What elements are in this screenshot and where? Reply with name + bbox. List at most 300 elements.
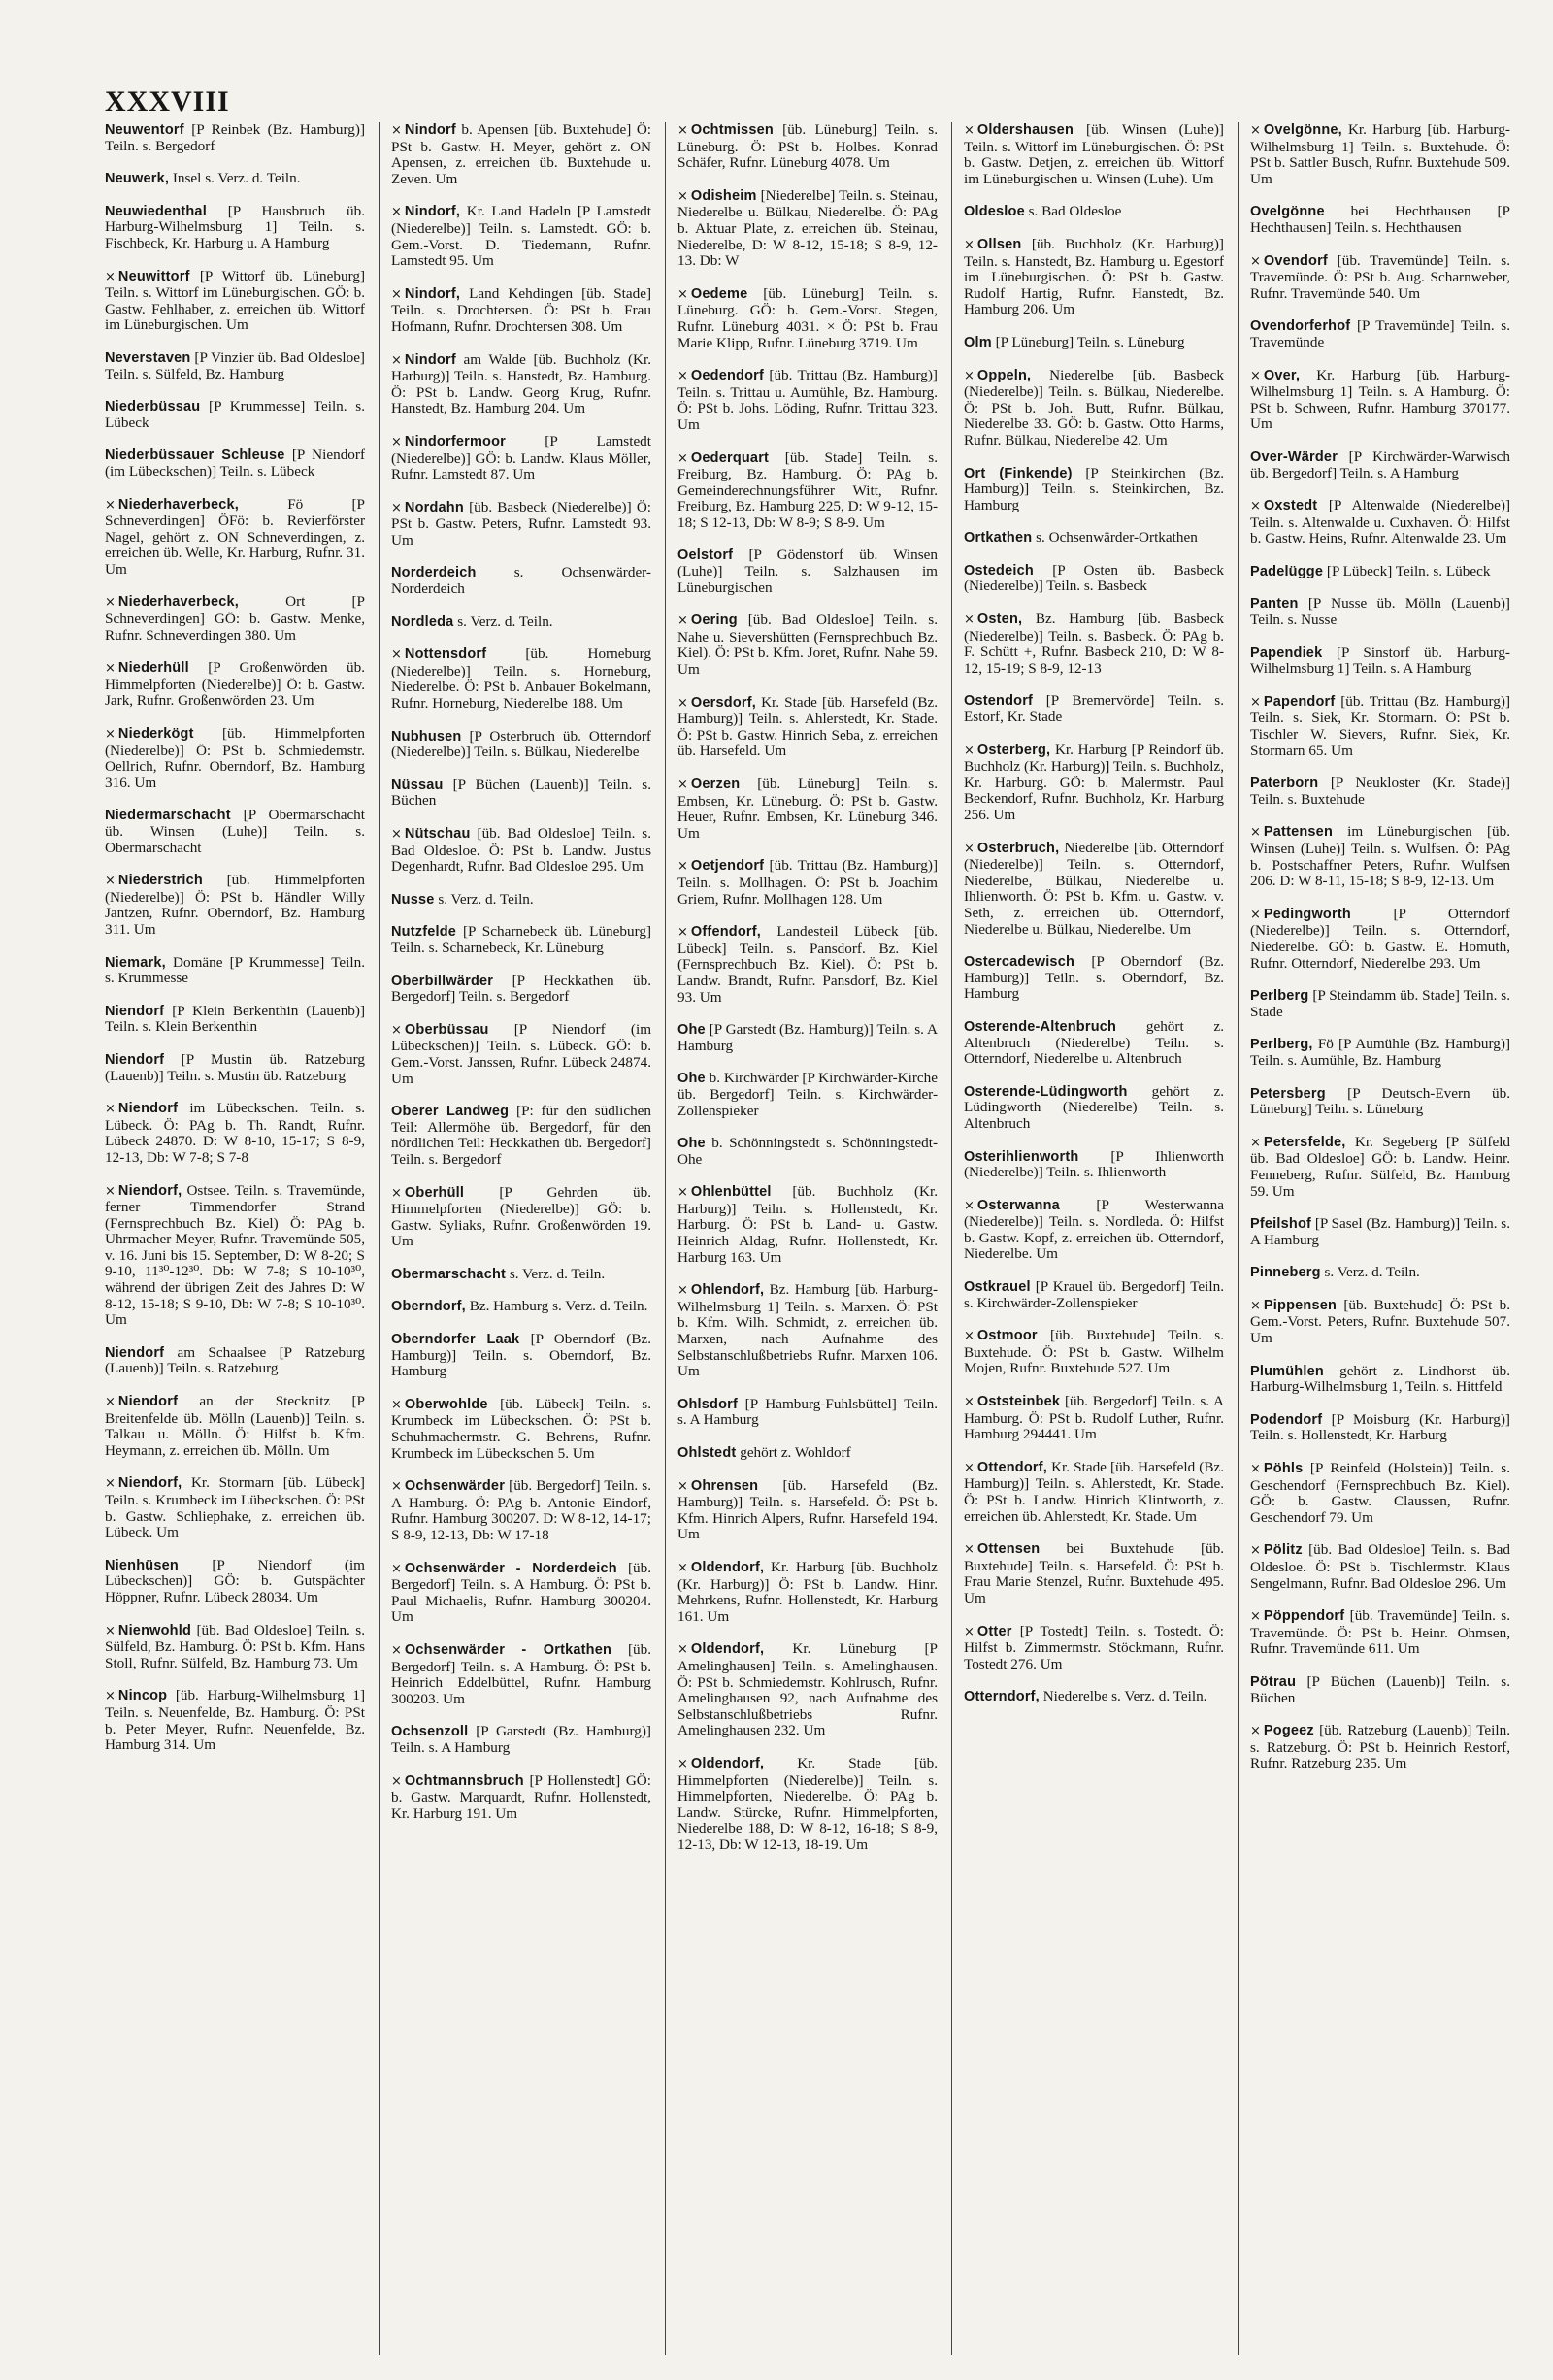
directory-entry xyxy=(391,1478,651,1543)
entry-text: an der Stecknitz [P Breitenfelde üb. Mölln (Lauenb)] Teiln. s. Talkau u. Mölln. Ö: Hilfst b. Kfm. Heymann, z. erreichen üb. Mölln. Um xyxy=(105,1393,365,1459)
post-office-mark: × xyxy=(391,123,402,138)
place-name: Neuwittorf xyxy=(117,268,190,284)
entry-text: Kr. Harburg [üb. Buchholz (Kr. Harburg)] Ö: PSt b. Landw. Hinr. Mehrkens, Rufnr. Hollenstedt, Kr. Harburg 161. Um xyxy=(677,1558,938,1625)
entry-text: gehört z. Lüdingworth (Niederelbe) Teiln. s. Altenbruch xyxy=(964,1082,1224,1132)
entry-text: am Schaalsee [P Ratzeburg (Lauenb)] Teiln. s. Ratzeburg xyxy=(105,1343,365,1377)
entry-text: b. Kirchwärder [P Kirchwärder-Kirche üb. Bergedorf] Teiln. s. Kirchwärder-Zollenspieker xyxy=(677,1070,938,1119)
entry-text: gehört z. Altenbruch (Niederelbe) Teiln. s. Otterndorf, Niederelbe u. Altenbruch xyxy=(964,1017,1224,1068)
post-office-mark: × xyxy=(964,368,975,383)
place-name: Neuwiedenthal xyxy=(105,203,207,219)
post-office-mark: × xyxy=(677,1283,688,1299)
place-name: Odisheim xyxy=(690,187,757,204)
directory-entry xyxy=(1250,1542,1510,1592)
post-office-mark: × xyxy=(964,612,975,628)
entry-text: [üb. Buxtehude] Teiln. s. Buxtehude. Ö: PSt b. Gastw. Wilhelm Mojen, Rufnr. Buxtehude 527. Um xyxy=(964,1327,1224,1377)
directory-entry xyxy=(964,1279,1224,1311)
directory-entry xyxy=(391,1332,651,1380)
place-name: Osterbruch, xyxy=(976,840,1060,856)
place-name: Ochtmissen xyxy=(690,122,774,138)
place-name: Niendorf xyxy=(117,1394,179,1410)
directory-entry xyxy=(964,1541,1224,1606)
directory-entry xyxy=(1250,1265,1510,1281)
directory-entry xyxy=(105,204,365,252)
entry-text: [P Niendorf (im Lübeckschen)] Teiln. s. Lübeck. GÖ: b. Gem.-Vorst. Janssen, Rufnr. Lübeck 24874. Um xyxy=(391,1020,651,1087)
entry-text: [P Lübeck] Teiln. s. Lübeck xyxy=(1326,562,1491,579)
post-office-mark: × xyxy=(677,450,688,466)
place-name: Oberbillwärder xyxy=(391,973,494,989)
directory-entry xyxy=(677,1756,938,1854)
entry-text: Kr. Harburg [P Reindorf üb. Buchholz (Kr. Harburg)] Teiln. s. Buchholz, Kr. Harburg. GÖ: b. Malermstr. Paul Beckendorf, Rufnr. Buchholz, Kr. Harburg 256. Um xyxy=(964,741,1224,823)
entry-text: [P Deutsch-Evern üb. Lüneburg] Teiln. s. Lüneburg xyxy=(1250,1084,1510,1118)
place-name: Over-Wärder xyxy=(1250,448,1338,465)
directory-entry xyxy=(964,841,1224,939)
directory-entry xyxy=(1250,824,1510,889)
entry-text: [üb. Travemünde] Teiln. s. Travemünde. Ö: PSt b. Aug. Scharnweber, Rufnr. Travemünde 540. Um xyxy=(1250,251,1510,302)
entry-text: [P Ihlienworth (Niederelbe)] Teiln. s. Ihlienworth xyxy=(964,1147,1224,1181)
entry-text: [üb. Himmelpforten (Niederelbe)] Ö: PSt b. Händler Willy Jantzen, Rufnr. Oberndorf, Bz. Hamburg 311. Um xyxy=(105,872,365,938)
place-name: Ostkrauel xyxy=(964,1279,1031,1296)
post-office-mark: × xyxy=(105,1689,116,1704)
directory-entry xyxy=(391,204,651,269)
entry-text: [üb. Buchholz (Kr. Harburg)] Teiln. s. Hanstedt, Bz. Hamburg u. Egestorf im Lüneburgischen. Ö: PSt b. Gastw. Rudolf Hartig, Rufnr. Hanstedt, Bz. Hamburg 206. Um xyxy=(964,235,1224,318)
place-name: Oppeln, xyxy=(976,367,1032,383)
directory-entry xyxy=(677,858,938,908)
directory-entry xyxy=(391,892,651,909)
place-name: Panten xyxy=(1250,596,1299,612)
place-name: Ovelgönne xyxy=(1250,204,1325,220)
entry-text: Kr. Stormarn [üb. Lübeck] Teiln. s. Krumbeck im Lübeckschen. Ö: PSt b. Gastw. Schliephake, z. erreichen üb. Lübeck. Um xyxy=(105,1474,365,1541)
directory-entry xyxy=(1250,564,1510,580)
place-name: Ovelgönne, xyxy=(1263,122,1342,138)
entry-text: am Walde [üb. Buchholz (Kr. Harburg)] Teiln. s. Hanstedt, Bz. Hamburg. Ö: PSt b. Landw. Georg Krug, Rufnr. Hanstedt, Bz. Hamburg 204. Um xyxy=(391,350,651,417)
post-office-mark: × xyxy=(1250,253,1261,269)
place-name: Otter xyxy=(976,1623,1012,1639)
place-name: Ochsenwärder - Norderdeich xyxy=(404,1560,617,1576)
directory-entry xyxy=(1250,1135,1510,1200)
entry-text: [P Lüneburg] Teiln. s. Lüneburg xyxy=(995,333,1185,350)
entry-text: [P Niendorf (im Lübeckschen)] GÖ: b. Gutspächter Höppner, Rufnr. Lübeck 28034. Um xyxy=(105,1556,365,1605)
place-name: Ohlendorf, xyxy=(690,1282,765,1299)
place-name: Ohlstedt xyxy=(677,1445,737,1461)
entry-text: [P Bremervörde] Teiln. s. Estorf, Kr. Stade xyxy=(964,692,1224,726)
entry-text: Niederelbe [üb. Basbeck (Niederelbe)] Teiln. s. Bülkau, Niederelbe. Ö: PSt b. Joh. Butt, Rufnr. Bülkau, Niederelbe 33. GÖ: b. Gastw. Otto Harms, Rufnr. Bülkau, Niederelbe 42. Um xyxy=(964,366,1224,448)
post-office-mark: × xyxy=(964,1395,975,1410)
directory-entry xyxy=(391,1773,651,1823)
directory-entry xyxy=(677,368,938,433)
entry-text: Ort [P Schneverdingen] GÖ: b. Gastw. Menke, Rufnr. Schneverdingen 380. Um xyxy=(105,593,365,644)
place-name: Nindorfermoor xyxy=(404,433,507,449)
directory-entry xyxy=(105,1052,365,1084)
directory-entry xyxy=(964,335,1224,351)
place-name: Nincop xyxy=(117,1688,168,1704)
directory-entry xyxy=(105,269,365,334)
directory-entry xyxy=(391,352,651,417)
place-name: Nubhusen xyxy=(391,728,462,744)
entry-text: [P Nusse üb. Mölln (Lauenb)] Teiln. s. Nusse xyxy=(1250,595,1510,629)
place-name: Nindorf xyxy=(404,351,456,368)
place-name: Nienwohld xyxy=(117,1622,192,1638)
directory-entry xyxy=(677,1641,938,1739)
directory-entry xyxy=(105,1688,365,1753)
post-office-mark: × xyxy=(677,613,688,629)
directory-entry xyxy=(391,1022,651,1087)
directory-entry xyxy=(964,1460,1224,1525)
entry-text: [üb. Winsen (Luhe)] Teiln. s. Wittorf im Lüneburgischen. Ö: PSt b. Gastw. Detjen, z. erreichen üb. Wittorf im Lüneburgischen u. Winsen (Luhe). Um xyxy=(964,122,1224,187)
directory-entry xyxy=(677,547,938,596)
directory-entry xyxy=(391,1397,651,1462)
place-name: Ottendorf, xyxy=(976,1459,1047,1475)
directory-entry xyxy=(105,660,365,710)
post-office-mark: × xyxy=(677,859,688,875)
entry-text: gehört z. Wohldorf xyxy=(740,1444,851,1461)
directory-entry xyxy=(391,1724,651,1756)
place-name: Perlberg xyxy=(1250,988,1309,1005)
place-name: Niederhaverbeck, xyxy=(117,496,240,512)
directory-entry xyxy=(1250,318,1510,350)
directory-entry xyxy=(964,1624,1224,1673)
post-office-mark: × xyxy=(1250,825,1261,841)
entry-text: [P Obermarschacht üb. Winsen (Luhe)] Teiln. s. Obermarschacht xyxy=(105,807,365,856)
post-office-mark: × xyxy=(105,1395,116,1410)
place-name: Pfeilshof xyxy=(1250,1216,1312,1233)
directory-entry xyxy=(105,1394,365,1459)
entry-text: [P: für den südlichen Teil: Allermöhe üb. Bergedorf, für den nördlichen Teil: Heckkathen üb. Bergedorf] Teiln. s. Bergedorf xyxy=(391,1103,651,1168)
entry-text: [P Wittorf üb. Lüneburg] Teiln. s. Wittorf im Lüneburgischen. GÖ: b. Gastw. Fehlhaber, z. erreichen üb. Wittorf im Lüneburgischen. Um xyxy=(105,267,365,334)
entry-text: Kr. Harburg [üb. Harburg-Wilhelmsburg 1] Teiln. s. A Hamburg. Ö: PSt b. Schween, Rufnr. Hamburg 370177. Um xyxy=(1250,366,1510,433)
directory-entry xyxy=(1250,1461,1510,1526)
directory-entry xyxy=(391,974,651,1006)
place-name: Oetjendorf xyxy=(690,858,765,875)
entry-text: [P Moisburg (Kr. Harburg)] Teiln. s. Hollenstedt, Kr. Harburg xyxy=(1250,1410,1510,1444)
entry-text: [üb. Stade] Teiln. s. Freiburg, Bz. Hamburg. Ö: PAg b. Gemeinderechnungsführer Witt, Rufnr. Freiburg, Bz. Hamburg 225, D: W 9-12, 15-18; S 12-13, Db: W 8-9; S 8-9. Um xyxy=(677,448,938,531)
place-name: Ohe xyxy=(677,1022,706,1039)
directory-entry xyxy=(964,1149,1224,1181)
entry-text: gehört z. Lindhorst üb. Harburg-Wilhelmsburg 1, Teiln. s. Hittfeld xyxy=(1250,1362,1510,1396)
post-office-mark: × xyxy=(677,777,688,792)
entry-text: [üb. Lübeck] Teiln. s. Krumbeck im Lübeckschen. Ö: PSt b. Schuhmachermstr. G. Behrens, Rufnr. Krumbeck im Lübeckschen 5. Um xyxy=(391,1395,651,1462)
entry-text: [P Altenwalde (Niederelbe)] Teiln. s. Altenwalde u. Cuxhaven. Ö: Hilfst b. Gastw. Heins, Rufnr. Altenwalde 23. Um xyxy=(1250,497,1510,547)
place-name: Niendorf xyxy=(105,1344,165,1361)
directory-entry xyxy=(677,1282,938,1380)
directory-entry xyxy=(1250,368,1510,433)
post-office-mark: × xyxy=(105,727,116,743)
directory-entry xyxy=(391,826,651,876)
directory-entry xyxy=(964,612,1224,677)
entry-text: Kr. Land Hadeln [P Lamstedt (Niederelbe)] Teiln. s. Lamstedt. GÖ: b. Gem.-Vorst. D. Tiedemann, Rufnr. Lamstedt 95. Um xyxy=(391,203,651,270)
post-office-mark: × xyxy=(1250,368,1261,383)
post-office-mark: × xyxy=(1250,907,1261,922)
place-name: Nusse xyxy=(391,891,435,908)
post-office-mark: × xyxy=(677,1478,688,1494)
entry-text: [P Reinbek (Bz. Hamburg)] Teiln. s. Bergedorf xyxy=(105,122,365,154)
place-name: Ostercadewisch xyxy=(964,954,1075,971)
directory-entry xyxy=(391,1104,651,1168)
directory-columns xyxy=(105,122,1522,2355)
directory-entry xyxy=(1250,694,1510,759)
post-office-mark: × xyxy=(391,500,402,515)
directory-entry xyxy=(677,450,938,532)
directory-entry xyxy=(105,1101,365,1166)
entry-text: [P Großenwörden üb. Himmelpforten (Niederelbe)] Ö: b. Gastw. Jark, Rufnr. Großenwörden 23. Um xyxy=(105,659,365,710)
post-office-mark: × xyxy=(391,1642,402,1658)
place-name: Norderdeich xyxy=(391,565,477,581)
place-name: Ohe xyxy=(677,1071,706,1087)
place-name: Niemark, xyxy=(105,954,166,971)
directory-entry xyxy=(1250,1037,1510,1069)
post-office-mark: × xyxy=(677,369,688,384)
directory-entry xyxy=(677,1022,938,1054)
directory-entry xyxy=(105,1558,365,1606)
place-name: Ohrensen xyxy=(690,1477,759,1494)
directory-entry xyxy=(105,122,365,154)
place-name: Ochsenwärder xyxy=(404,1478,506,1495)
entry-text: [P Oberndorf (Bz. Hamburg)] Teiln. s. Oberndorf, Bz. Hamburg xyxy=(391,1331,651,1380)
entry-text: im Lübeckschen. Teiln. s. Lübeck. Ö: PAg b. Th. Randt, Rufnr. Lübeck 24870. D: W 8-10, 15-17; S 8-9, 12-13, Db: W 7-8; S 7-8 xyxy=(105,1100,365,1166)
place-name: Oberbüssau xyxy=(404,1021,489,1038)
post-office-mark: × xyxy=(964,743,975,758)
place-name: Oberndorfer Laak xyxy=(391,1332,520,1348)
directory-entry xyxy=(964,368,1224,449)
entry-text: [P Krauel üb. Bergedorf] Teiln. s. Kirchwärder-Zollenspieker xyxy=(964,1278,1224,1311)
place-name: Ortkathen xyxy=(964,530,1033,546)
directory-entry xyxy=(1250,1412,1510,1444)
directory-entry xyxy=(964,954,1224,1003)
place-name: Niederhaverbeck, xyxy=(117,594,240,611)
entry-text: Domäne [P Krummesse] Teiln. s. Krummesse xyxy=(105,953,365,987)
post-office-mark: × xyxy=(1250,1609,1261,1625)
place-name: Petersfelde, xyxy=(1263,1134,1346,1150)
place-name: Perlberg, xyxy=(1250,1037,1313,1053)
entry-text: [P Büchen (Lauenb)] Teiln. s. Büchen xyxy=(391,776,651,810)
directory-entry xyxy=(964,1394,1224,1443)
entry-text: [P Tostedt] Teiln. s. Tostedt. Ö: Hilfst b. Zimmermstr. Stöckmann, Rufnr. Tostedt 276. Um xyxy=(964,1622,1224,1672)
column-divider xyxy=(951,122,952,2355)
directory-entry xyxy=(964,1328,1224,1377)
post-office-mark: × xyxy=(964,1624,975,1639)
place-name: Neuwentorf xyxy=(105,122,184,138)
place-name: Oederquart xyxy=(690,449,770,466)
entry-text: [üb. Bad Oldesloe] Teiln. s. Sülfeld, Bz. Hamburg. Ö: PSt b. Kfm. Hans Stoll, Rufnr. Sülfeld, Bz. Hamburg 73. Um xyxy=(105,1621,365,1671)
place-name: Oldendorf, xyxy=(690,1641,765,1658)
directory-entry xyxy=(105,808,365,856)
post-office-mark: × xyxy=(105,269,116,284)
entry-text: Landesteil Lübeck [üb. Lübeck] Teiln. s. Pansdorf. Bz. Kiel (Fernsprechbuch Bz. Kiel). Ö: PSt b. Landw. Brandt, Rufnr. Pansdorf, Bz. Kiel 93. Um xyxy=(677,923,938,1006)
column-1 xyxy=(105,122,365,2355)
place-name: Niederbüssau xyxy=(105,399,201,415)
post-office-mark: × xyxy=(677,1185,688,1201)
entry-text: [P Garstedt (Bz. Hamburg)] Teiln. s. A Hamburg xyxy=(391,1723,651,1756)
directory-entry xyxy=(964,1198,1224,1263)
entry-text: [üb. Trittau (Bz. Hamburg)] Teiln. s. Trittau u. Aumühle, Bz. Hamburg. Ö: PSt b. Johs. Löding, Rufnr. Trittau 323. Um xyxy=(677,367,938,433)
post-office-mark: × xyxy=(105,497,116,512)
entry-text: bei Hechthausen [P Hechthausen] Teiln. s. Hechthausen xyxy=(1250,203,1510,236)
entry-text: [üb. Bergedorf] Teiln. s. A Hamburg. Ö: PSt b. Rudolf Luther, Rufnr. Hamburg 294441. Um xyxy=(964,1393,1224,1443)
place-name: Papendorf xyxy=(1263,693,1336,710)
entry-text: [P Sasel (Bz. Hamburg)] Teiln. s. A Hamburg xyxy=(1250,1215,1510,1248)
post-office-mark: × xyxy=(391,1561,402,1576)
post-office-mark: × xyxy=(391,352,402,368)
directory-entry xyxy=(105,1345,365,1377)
directory-entry xyxy=(1250,645,1510,678)
place-name: Neverstaven xyxy=(105,349,191,366)
entry-text: [P Lamstedt (Niederelbe)] GÖ: b. Landw. Klaus Möller, Rufnr. Lamstedt 87. Um xyxy=(391,432,651,483)
directory-entry xyxy=(1250,253,1510,303)
place-name: Oering xyxy=(690,612,738,629)
post-office-mark: × xyxy=(964,1329,975,1344)
entry-text: [üb. Travemünde] Teiln. s. Travemünde. Ö: PSt b. Heinr. Ohmsen, Rufnr. Travemünde 611. Um xyxy=(1250,1607,1510,1658)
entry-text: s. Verz. d. Teiln. xyxy=(509,1265,606,1282)
entry-text: Ostsee. Teiln. s. Travemünde, ferner Timmendorfer Strand (Fernsprechbuch Bz. Kiel) Ö: PAg b. Uhrmacher Meyer, Rufnr. Travemünde 505, v. 16. Juni bis 15. September, D: W 8-20; S 9-10, 11³⁰-12³⁰. Db: W 7-8; S 10-10³⁰, während der übrigen Zeit des Jahres D: W 8-12, 15-18; S 9-10, Db: W 7-8; S 10-10³⁰. Um xyxy=(105,1181,365,1329)
directory-entry xyxy=(1250,1608,1510,1658)
place-name: Oberer Landweg xyxy=(391,1104,510,1120)
post-office-mark: × xyxy=(1250,694,1261,710)
post-office-mark: × xyxy=(1250,1724,1261,1739)
place-name: Olm xyxy=(964,334,992,350)
place-name: Niederkögt xyxy=(117,726,194,743)
directory-entry xyxy=(964,204,1224,220)
post-office-mark: × xyxy=(964,1460,975,1475)
entry-text: [P Vinzier üb. Bad Oldesloe] Teiln. s. Sülfeld, Bz. Hamburg xyxy=(105,348,365,382)
entry-text: Kr. Stade [üb. Harsefeld (Bz. Hamburg)] Teiln. s. Ahlerstedt, Kr. Stade. Ö: PSt b. Landw. Hinrich Klintworth, z. erreichen üb. Ahlerstedt, Kr. Stade. Um xyxy=(964,1458,1224,1525)
place-name: Osterberg, xyxy=(976,742,1051,758)
post-office-mark: × xyxy=(391,647,402,663)
entry-text: Insel s. Verz. d. Teiln. xyxy=(172,170,301,187)
place-name: Niederstrich xyxy=(117,873,203,889)
post-office-mark: × xyxy=(1250,1462,1261,1477)
entry-text: [üb. Bergedorf] Teiln. s. A Hamburg. Ö: PSt b. Paul Michaelis, Rufnr. Hamburg 300204. Um xyxy=(391,1559,651,1626)
post-office-mark: × xyxy=(964,1542,975,1558)
directory-entry xyxy=(677,188,938,270)
directory-entry xyxy=(677,1397,938,1429)
place-name: Niederhüll xyxy=(117,660,189,677)
directory-entry xyxy=(391,1642,651,1707)
entry-text: [üb. Lüneburg] Teiln. s. Lüneburg. Ö: PSt b. Holbes. Konrad Schäfer, Rufnr. Lüneburg 4078. Um xyxy=(677,122,938,172)
entry-text: [P Scharnebeck üb. Lüneburg] Teiln. s. Scharnebeck, Kr. Lüneburg xyxy=(391,923,651,956)
place-name: Nindorf xyxy=(404,122,456,138)
column-divider xyxy=(1238,122,1239,2355)
entry-text: [P Reinfeld (Holstein)] Teiln. s. Geschendorf (Fernsprechbuch Bz. Kiel). GÖ: b. Gastw. Claussen, Rufnr. Geschendorf 79. Um xyxy=(1250,1460,1510,1526)
column-divider xyxy=(665,122,666,2355)
directory-entry xyxy=(105,447,365,479)
directory-entry xyxy=(1250,122,1510,187)
entry-text: Bz. Hamburg [üb. Harburg-Wilhelmsburg 1] Teiln. s. Marxen. Ö: PSt b. Kfm. Wilh. Schmidt, z. erreichen üb. Marxen, nach Aufnahme des Selbstanschlußbetriebs Rufnr. Marxen 106. Um xyxy=(677,1281,938,1380)
entry-text: Bz. Hamburg [üb. Basbeck (Niederelbe)] Teiln. s. Basbeck. Ö: PAg b. F. Schütt +, Rufnr. Basbeck 210, D: W 8-12, 15-19; S 8-9, 12-13 xyxy=(964,611,1224,677)
place-name: Ochtmannsbruch xyxy=(404,1772,524,1789)
place-name: Otterndorf, xyxy=(964,1689,1040,1705)
place-name: Over, xyxy=(1263,367,1301,383)
directory-entry xyxy=(1250,988,1510,1020)
directory-entry xyxy=(391,434,651,483)
entry-text: s. Bad Oldesloe xyxy=(1028,203,1122,220)
directory-entry xyxy=(1250,204,1510,236)
directory-entry xyxy=(105,171,365,187)
post-office-mark: × xyxy=(677,1756,688,1771)
column-4 xyxy=(964,122,1224,2355)
entry-text: b. Schönningstedt s. Schönningstedt-Ohe xyxy=(677,1135,938,1168)
entry-text: Kr. Segeberg [P Sülfeld üb. Bad Oldesloe] GÖ: b. Landw. Heinr. Fenneberg, Rufnr. Sülfeld, Bz. Hamburg 59. Um xyxy=(1250,1133,1510,1200)
directory-entry xyxy=(964,530,1224,546)
entry-text: s. Ochsenwärder-Ortkathen xyxy=(1036,529,1198,546)
directory-entry xyxy=(964,122,1224,187)
place-name: Ort (Finkende) xyxy=(964,465,1073,481)
place-name: Nottensdorf xyxy=(404,646,487,663)
column-3 xyxy=(677,122,938,2355)
directory-entry xyxy=(964,466,1224,514)
entry-text: [üb. Ratzeburg (Lauenb)] Teiln. s. Ratzeburg. Ö: PSt b. Heinrich Restorf, Rufnr. Ratzeburg 235. Um xyxy=(1250,1722,1510,1772)
post-office-mark: × xyxy=(677,925,688,941)
place-name: Osterihlienworth xyxy=(964,1148,1079,1165)
place-name: Nindorf, xyxy=(404,204,461,220)
directory-entry xyxy=(964,1689,1224,1705)
place-name: Niederbüssauer Schleuse xyxy=(105,447,285,464)
directory-entry xyxy=(1250,596,1510,628)
place-name: Ostmoor xyxy=(976,1328,1038,1344)
entry-text: [üb. Basbeck (Niederelbe)] Ö: PSt b. Gastw. Peters, Rufnr. Lamstedt 93. Um xyxy=(391,498,651,548)
post-office-mark: × xyxy=(1250,1543,1261,1559)
place-name: Niendorf xyxy=(105,1051,165,1068)
directory-entry xyxy=(1250,907,1510,972)
place-name: Ovendorferhof xyxy=(1250,318,1351,335)
entry-text: Fö [P Aumühle (Bz. Hamburg)] Teiln. s. Aumühle, Bz. Hamburg xyxy=(1250,1036,1510,1069)
directory-entry xyxy=(964,237,1224,318)
entry-text: Land Kehdingen [üb. Stade] Teiln. s. Drochtersen. Ö: PSt b. Frau Hofmann, Rufnr. Drochtersen 308. Um xyxy=(391,284,651,335)
entry-text: [üb. Harsefeld (Bz. Hamburg)] Teiln. s. Harsefeld. Ö: PSt b. Kfm. Hinrich Alpers, Rufnr. Harsefeld 194. Um xyxy=(677,1476,938,1543)
entry-text: Bz. Hamburg s. Verz. d. Teiln. xyxy=(469,1298,648,1315)
entry-text: Kr. Stade [üb. Himmelpforten (Niederelbe)] Teiln. s. Himmelpforten, Niederelbe. Ö: PAg b. Landw. Stürcke, Rufnr. Himmelpforten, Niederelbe 188, D: W 8-12, 16-18; S 8-9, 12-13, Db: W 12-13, 18-19. Um xyxy=(677,1754,938,1853)
place-name: Osten, xyxy=(976,612,1023,628)
entry-text: [üb. Bad Oldesloe] Teiln. s. Bad Oldesloe. Ö: PSt b. Tischlermstr. Klaus Sengelmann, Rufnr. Bad Oldesloe 296. Um xyxy=(1250,1541,1510,1592)
post-office-mark: × xyxy=(964,123,975,138)
place-name: Nüssau xyxy=(391,777,444,793)
place-name: Ohlenbüttel xyxy=(690,1184,772,1201)
place-name: Oberndorf, xyxy=(391,1299,466,1315)
entry-text: s. Ochsenwärder-Norderdeich xyxy=(391,564,651,598)
entry-text: [üb. Horneburg (Niederelbe)] Teiln. s. Horneburg, Niederelbe. Ö: PSt b. Anbauer Bokelmann, Rufnr. Horneburg, Niederelbe 188. Um xyxy=(391,645,651,712)
place-name: Padelügge xyxy=(1250,563,1324,579)
entry-text: [P Osterbruch üb. Otterndorf (Niederelbe)] Teiln. s. Bülkau, Niederelbe xyxy=(391,727,651,761)
directory-entry xyxy=(105,399,365,431)
directory-entry xyxy=(1250,1216,1510,1248)
place-name: Ottensen xyxy=(976,1541,1041,1558)
post-office-mark: × xyxy=(105,661,116,677)
directory-entry xyxy=(105,1183,365,1329)
post-office-mark: × xyxy=(391,434,402,449)
directory-entry xyxy=(105,594,365,644)
column-divider xyxy=(379,122,380,2355)
post-office-mark: × xyxy=(391,1185,402,1201)
entry-text: [P Neukloster (Kr. Stade)] Teiln. s. Buxtehude xyxy=(1250,775,1510,808)
directory-entry xyxy=(1250,1674,1510,1706)
directory-entry xyxy=(105,873,365,938)
directory-entry xyxy=(105,497,365,578)
post-office-mark: × xyxy=(105,595,116,611)
entry-text: [üb. Bergedorf] Teiln. s. A Hamburg. Ö: PAg b. Antonie Eindorf, Rufnr. Hamburg 300207. D: W 8-12, 14-17; S 8-9, 12-13, Db: W 17-18 xyxy=(391,1477,651,1543)
place-name: Petersberg xyxy=(1250,1085,1326,1102)
directory-entry xyxy=(677,1071,938,1119)
post-office-mark: × xyxy=(105,1623,116,1638)
place-name: Pölitz xyxy=(1263,1542,1303,1559)
place-name: Ohe xyxy=(677,1136,706,1152)
place-name: Nindorf, xyxy=(404,285,461,302)
entry-text: [üb. Bad Oldesloe] Teiln. s. Nahe u. Sievershütten (Fernsprechbuch Bz. Kiel). Ö: PSt b. Kfm. Joret, Rufnr. Nahe 59. Um xyxy=(677,612,938,678)
entry-text: [üb. Himmelpforten (Niederelbe)] Ö: PSt b. Schmiedemstr. Oellrich, Rufnr. Oberndorf, Bz. Hamburg 316. Um xyxy=(105,725,365,791)
directory-entry xyxy=(391,286,651,336)
directory-entry xyxy=(677,1136,938,1168)
post-office-mark: × xyxy=(391,286,402,302)
post-office-mark: × xyxy=(1250,1135,1261,1150)
directory-entry xyxy=(677,122,938,172)
place-name: Paterborn xyxy=(1250,776,1319,792)
